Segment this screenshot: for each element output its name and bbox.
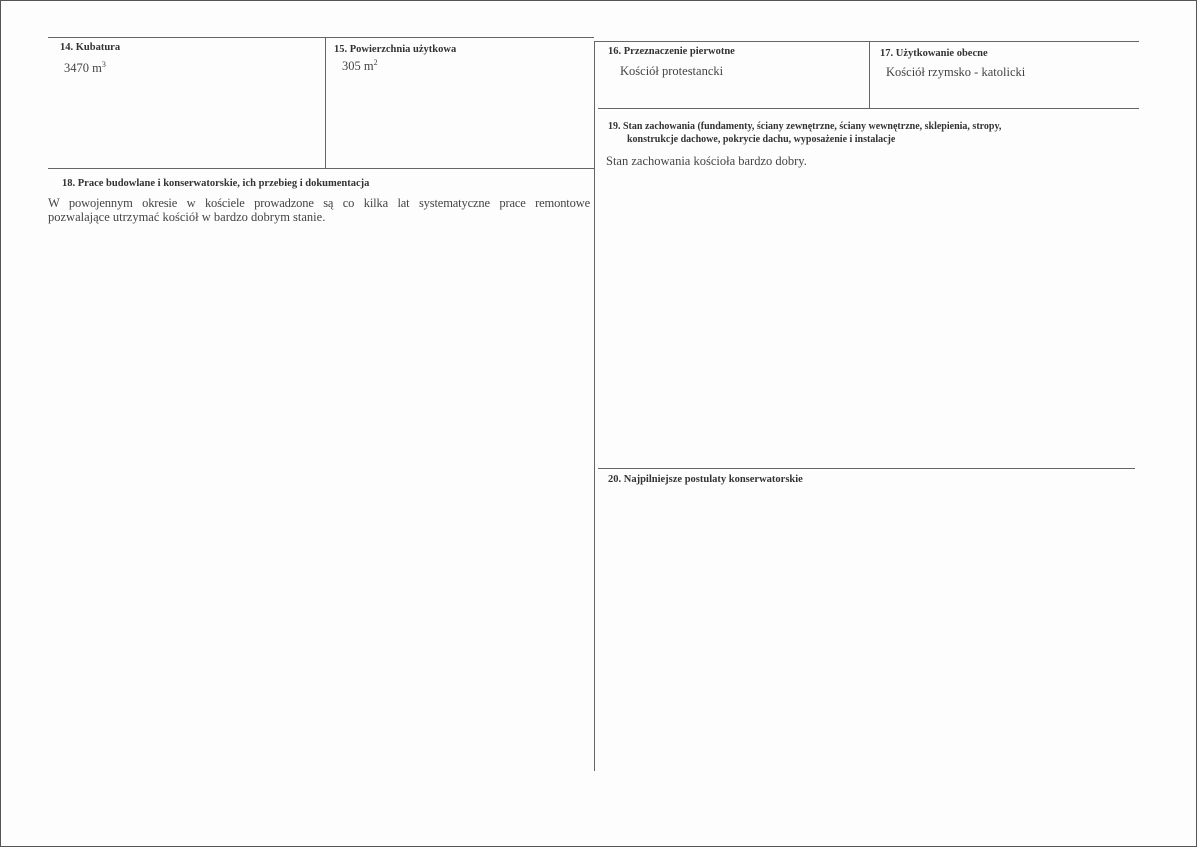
field-17-value: Kościół rzymsko - katolicki [886,65,1026,79]
field-20-label: 20. Najpilniejsze postulaty konserwatorskie [608,474,803,485]
divider-14-15 [325,37,326,168]
field-15-label: 15. Powierzchnia użytkowa [334,44,457,55]
rule-above-19 [598,108,1139,109]
top-rule-left [48,37,594,38]
field-18-line-1: W powojennym okresie w kościele prowadzone są co kilka lat systematyczne prace remontowe [48,196,590,210]
field-16-label: 16. Przeznaczenie pierwotne [608,46,735,57]
field-15-number: 305 m [342,59,374,74]
field-17-label: 17. Użytkowanie obecne [880,48,988,59]
field-14-label: 14. Kubatura [60,42,121,53]
center-divider [594,41,595,771]
field-15-value [342,58,378,74]
rule-above-18 [48,168,594,169]
field-16-value: Kościół protestancki [620,64,724,78]
field-18-text [48,196,590,224]
field-18-line-2: pozwalające utrzymać kościół w bardzo dobrym stanie. [48,210,326,224]
field-14-number: 3470 m [64,61,102,76]
rule-above-20 [598,468,1135,469]
field-19-value: Stan zachowania kościoła bardzo dobry. [606,154,807,168]
divider-16-17 [869,41,870,108]
field-19-label-line-1: 19. Stan zachowania (fundamenty, ściany zewnętrzne, ściany wewnętrzne, sklepienia, stropy, [608,121,1002,132]
field-18-label: 18. Prace budowlane i konserwatorskie, ich przebieg i dokumentacja [62,178,370,189]
field-14-value [64,60,106,76]
top-rule-right [594,41,1139,42]
field-14-unit-sup: 3 [101,60,106,69]
field-19-label-line-2: konstrukcje dachowe, pokrycie dachu, wyposażenie i instalacje [627,134,896,145]
field-15-unit-sup: 2 [373,58,378,67]
